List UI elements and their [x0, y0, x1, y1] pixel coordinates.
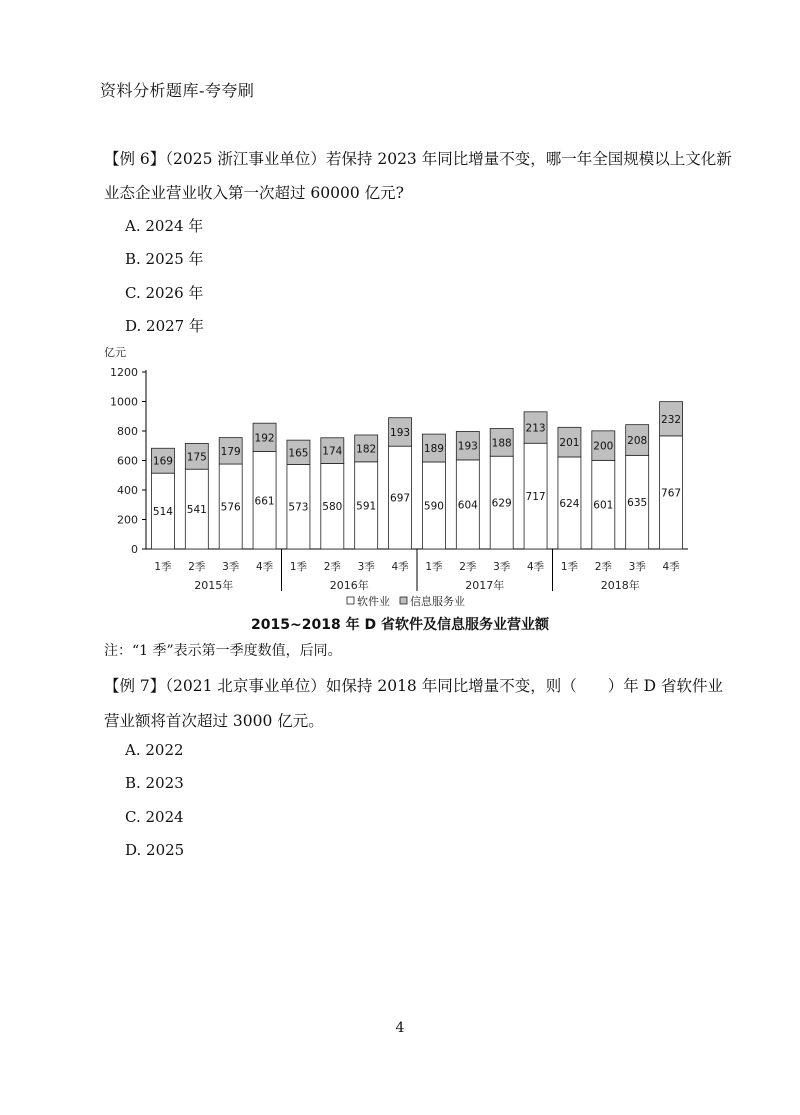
q7-option-c: C. 2024: [125, 808, 184, 826]
data-label-software: 767: [661, 487, 682, 500]
x-tick-label-quarter: 1季: [289, 561, 308, 573]
page-number: 4: [395, 1020, 405, 1036]
q6-option-a: A. 2024 年: [125, 217, 204, 235]
y-tick-label: 1200: [110, 366, 138, 379]
data-label-info-service: 182: [356, 443, 377, 456]
x-group-label-year: 2016年: [329, 579, 369, 592]
data-label-software: 590: [423, 500, 444, 513]
y-unit-label: 亿元: [104, 346, 126, 359]
x-tick-label-quarter: 4季: [391, 561, 409, 573]
data-label-software: 624: [559, 497, 580, 510]
data-label-software: 604: [457, 499, 478, 512]
x-tick-label-quarter: 2季: [594, 561, 612, 573]
data-label-software: 661: [254, 495, 275, 508]
x-tick-label-quarter: 3季: [628, 561, 646, 573]
x-tick-label-quarter: 2季: [323, 561, 341, 573]
data-label-software: 717: [525, 491, 546, 504]
data-label-info-service: 188: [491, 437, 512, 450]
q7-option-a: A. 2022: [125, 741, 184, 759]
y-tick-label: 400: [117, 484, 138, 497]
x-tick-label-quarter: 2季: [188, 561, 206, 573]
data-label-info-service: 174: [322, 445, 343, 458]
data-label-info-service: 192: [254, 432, 275, 445]
stacked-bar-chart: [100, 342, 700, 612]
data-label-info-service: 189: [423, 443, 444, 456]
data-label-info-service: 169: [152, 455, 173, 468]
data-label-info-service: 165: [288, 447, 309, 460]
data-label-software: 514: [152, 506, 173, 519]
x-tick-label-quarter: 3季: [222, 561, 240, 573]
legend-swatch-info-service: [400, 597, 407, 604]
x-tick-label-quarter: 4季: [526, 561, 545, 573]
q7-option-d: D. 2025: [125, 841, 185, 859]
data-label-info-service: 175: [186, 451, 207, 464]
document-header: 资料分析题库-夸夸刷: [100, 81, 255, 100]
data-label-info-service: 193: [457, 440, 478, 453]
y-tick-label: 800: [117, 425, 138, 438]
data-label-software: 697: [390, 492, 411, 505]
data-label-software: 576: [220, 501, 241, 514]
q6-option-c: C. 2026 年: [125, 284, 204, 302]
data-label-software: 580: [322, 501, 343, 514]
x-tick-label-quarter: 3季: [493, 561, 511, 573]
x-group-label-year: 2015年: [194, 579, 234, 592]
data-label-info-service: 193: [390, 426, 411, 439]
q6-option-d: D. 2027 年: [125, 317, 204, 335]
x-group-label-year: 2017年: [465, 579, 505, 592]
data-label-software: 635: [627, 497, 648, 510]
data-label-software: 573: [288, 501, 309, 514]
data-label-info-service: 200: [593, 440, 614, 453]
legend-label-software: 软件业: [357, 595, 390, 608]
x-tick-label-quarter: 1季: [154, 561, 172, 573]
x-tick-label-quarter: 4季: [255, 561, 274, 573]
q7-line1: 【例 7】（2021 北京事业单位）如保持 2018 年同比增量不变，则（ ）年 D 省软件业: [104, 677, 723, 695]
data-label-software: 629: [491, 497, 512, 510]
x-tick-label-quarter: 3季: [357, 561, 375, 573]
q7-line2: 营业额将首次超过 3000 亿元。: [104, 712, 324, 730]
y-tick-label: 200: [117, 513, 138, 527]
y-tick-label: 600: [117, 454, 138, 468]
x-group-label-year: 2018年: [600, 579, 640, 592]
y-tick-label: 1000: [110, 395, 138, 409]
x-tick-label-quarter: 1季: [560, 561, 579, 573]
data-label-info-service: 201: [559, 437, 580, 450]
data-label-info-service: 213: [525, 422, 546, 435]
y-tick-label: 0: [131, 543, 138, 556]
q6-line1: 【例 6】（2025 浙江事业单位）若保持 2023 年同比增量不变，哪一年全国规模以上文化新: [104, 150, 732, 168]
q7-option-b: B. 2023: [125, 774, 184, 792]
data-label-info-service: 232: [661, 413, 682, 426]
x-tick-label-quarter: 1季: [425, 561, 443, 573]
legend-label-info-service: 信息服务业: [410, 595, 465, 608]
data-label-info-service: 208: [627, 434, 648, 447]
data-label-software: 541: [186, 504, 207, 517]
data-label-software: 591: [356, 500, 377, 513]
legend-swatch-software: [347, 597, 354, 604]
chart-title: 2015~2018 年 D 省软件及信息服务业营业额: [251, 617, 549, 633]
chart-note: 注：“1 季”表示第一季度数值，后同。: [104, 643, 342, 659]
x-tick-label-quarter: 4季: [662, 561, 680, 573]
data-label-info-service: 179: [220, 445, 241, 458]
q6-line2: 业态企业营业收入第一次超过 60000 亿元?: [104, 184, 404, 202]
data-label-software: 601: [593, 499, 614, 512]
x-tick-label-quarter: 2季: [459, 561, 477, 573]
q6-option-b: B. 2025 年: [125, 250, 204, 268]
